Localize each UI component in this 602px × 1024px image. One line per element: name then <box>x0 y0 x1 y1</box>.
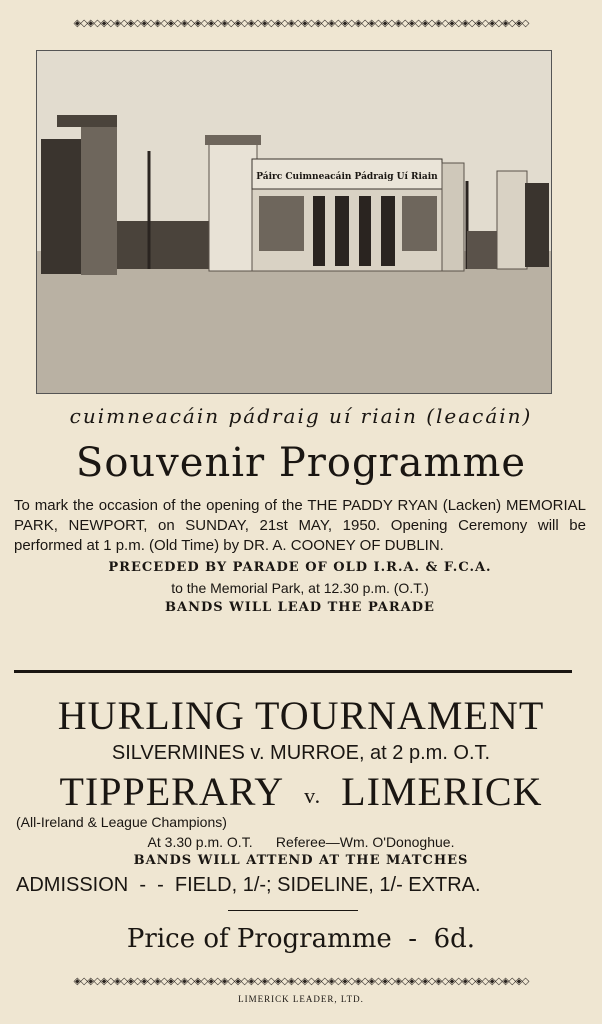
team-b: LIMERICK <box>341 769 543 814</box>
memorial-park-gate-photo <box>36 50 552 394</box>
champions-note: (All-Ireland & League Champions) <box>16 814 227 830</box>
bottom-ornamental-border: ◈◇◈◇◈◇◈◇◈◇◈◇◈◇◈◇◈◇◈◇◈◇◈◇◈◇◈◇◈◇◈◇◈◇◈◇◈◇◈◇◈◇◈◇◈◇◈◇◈◇◈◇◈◇◈◇◈◇◈◇◈◇◈◇◈◇◈◇ <box>73 976 529 987</box>
bands-matches-line: BANDS WILL ATTEND AT THE MATCHES <box>133 853 469 868</box>
occasion-text: To mark the occasion of the opening of the THE PADDY RYAN (Lacken) MEMORIAL PARK, NEWPORT, on SUNDAY, 21st MAY, 1950. Opening Ceremony will be performed at 1 p.m. (Old Time) by DR. A. COONEY OF DUBLIN. <box>14 497 586 554</box>
occasion-section <box>14 496 586 618</box>
parade-line: PRECEDED BY PARADE OF OLD I.R.A. & F.C.A. <box>108 560 492 575</box>
tournament-title: HURLING TOURNAMENT <box>57 693 545 738</box>
souvenir-title: Souvenir Programme <box>75 440 527 486</box>
irish-title: cuimneacáin pádraig uí riain (leacáin) <box>69 404 533 428</box>
bands-parade-line: BANDS WILL LEAD THE PARADE <box>165 600 435 615</box>
team-a: TIPPERARY <box>59 769 285 814</box>
printer-imprint: LIMERICK LEADER, LTD. <box>238 994 364 1004</box>
divider-rule <box>14 670 572 673</box>
admission-line: ADMISSION - - FIELD, 1/-; SIDELINE, 1/- EXTRA. <box>16 874 481 896</box>
first-match-line: SILVERMINES v. MURROE, at 2 p.m. O.T. <box>111 742 491 764</box>
time-referee-line: At 3.30 p.m. O.T. Referee—Wm. O'Donoghue. <box>147 834 455 850</box>
gate-sign-text: Páirc Cuimneacáin Pádraig Uí Riain <box>256 172 438 182</box>
main-match-line <box>0 768 602 815</box>
versus: v. <box>304 782 322 808</box>
short-divider <box>228 910 358 911</box>
top-ornamental-border: ◈◇◈◇◈◇◈◇◈◇◈◇◈◇◈◇◈◇◈◇◈◇◈◇◈◇◈◇◈◇◈◇◈◇◈◇◈◇◈◇◈◇◈◇◈◇◈◇◈◇◈◇◈◇◈◇◈◇◈◇◈◇◈◇◈◇◈◇ <box>73 18 529 29</box>
memorial-line: to the Memorial Park, at 12.30 p.m. (O.T.) <box>171 580 429 596</box>
programme-price: Price of Programme - 6d. <box>126 924 476 954</box>
